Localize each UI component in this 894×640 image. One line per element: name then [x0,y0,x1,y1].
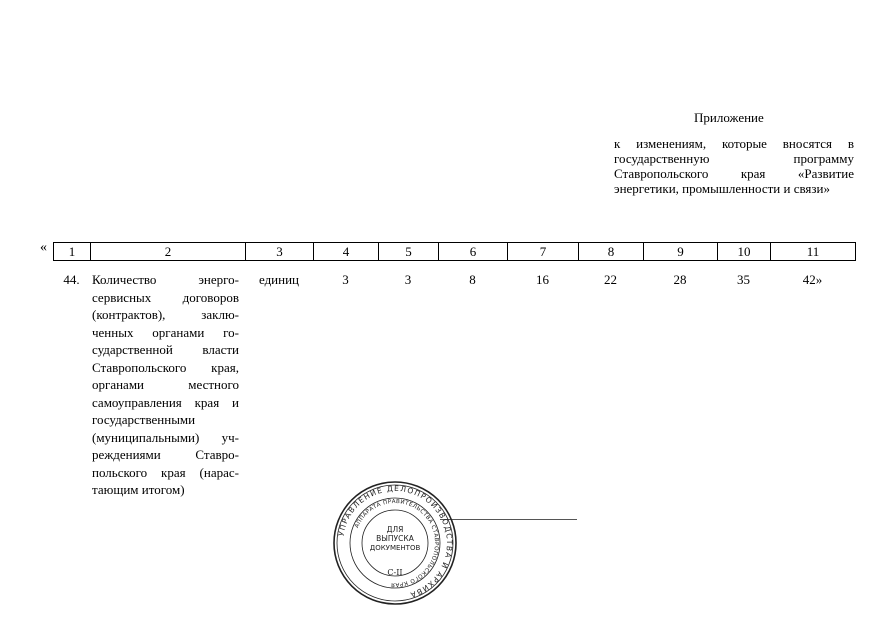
appendix-title: Приложение [694,110,764,125]
seal-inner-text: АППАРАТА ПРАВИТЕЛЬСТВА СТАВРОПОЛЬСКОГО КРАЯ [354,498,440,588]
seal-code: С-II [387,568,403,577]
seal-center-line-1: ДЛЯ [386,525,404,534]
column-number-cell: 9 [644,243,718,261]
value-cell: 16 [536,272,549,287]
column-number-cell: 7 [508,243,579,261]
seal-center-line-2: ВЫПУСКА [376,534,414,543]
column-number-cell: 10 [718,243,771,261]
seal-center-line-3: ДОКУМЕНТОВ [369,544,421,552]
column-number-cell: 2 [91,243,246,261]
value-cell: 35 [737,272,750,287]
column-number-cell: 3 [246,243,314,261]
column-number-cell: 6 [439,243,508,261]
value-cell: 8 [469,272,476,287]
value-cell: 3 [342,272,349,287]
column-number-cell: 11 [771,243,856,261]
unit-cell: единиц [258,272,300,287]
row-number: 44. [63,272,80,287]
indicator-table [53,271,855,499]
value-cell: 3 [404,272,412,287]
appendix-caption: к изменениям, которые вносятся в государственную программу Ставропольского края «Развитие энергетики, промышленности и связи» [614,136,854,196]
seal-icon [332,480,458,606]
column-number-cell: 4 [314,243,379,261]
column-number-cell: 8 [579,243,644,261]
open-quote-mark: « [40,240,47,255]
column-number-cell: 1 [54,243,91,261]
value-cell: 22 [604,272,617,287]
column-number-header [53,242,856,261]
column-number-cell: 5 [379,243,439,261]
column-number-row [54,243,856,261]
value-cell: 28 [673,272,687,287]
value-cell: 42» [802,272,823,287]
table-row [53,271,855,499]
signature-line [440,519,577,520]
indicator-description: Количество энергосервисных договоров (контрактов), заключенных органами государственной власти Ставропольского края, органами местного самоуправления края и государственными (муниципальными) учреждениями Ставропольского края (нарастающим итогом) [92,272,239,497]
seal-outer-text: УПРАВЛЕНИЕ ДЕЛОПРОИЗВОДСТВА И АРХИВА [336,483,455,600]
official-seal-stamp [332,480,458,606]
